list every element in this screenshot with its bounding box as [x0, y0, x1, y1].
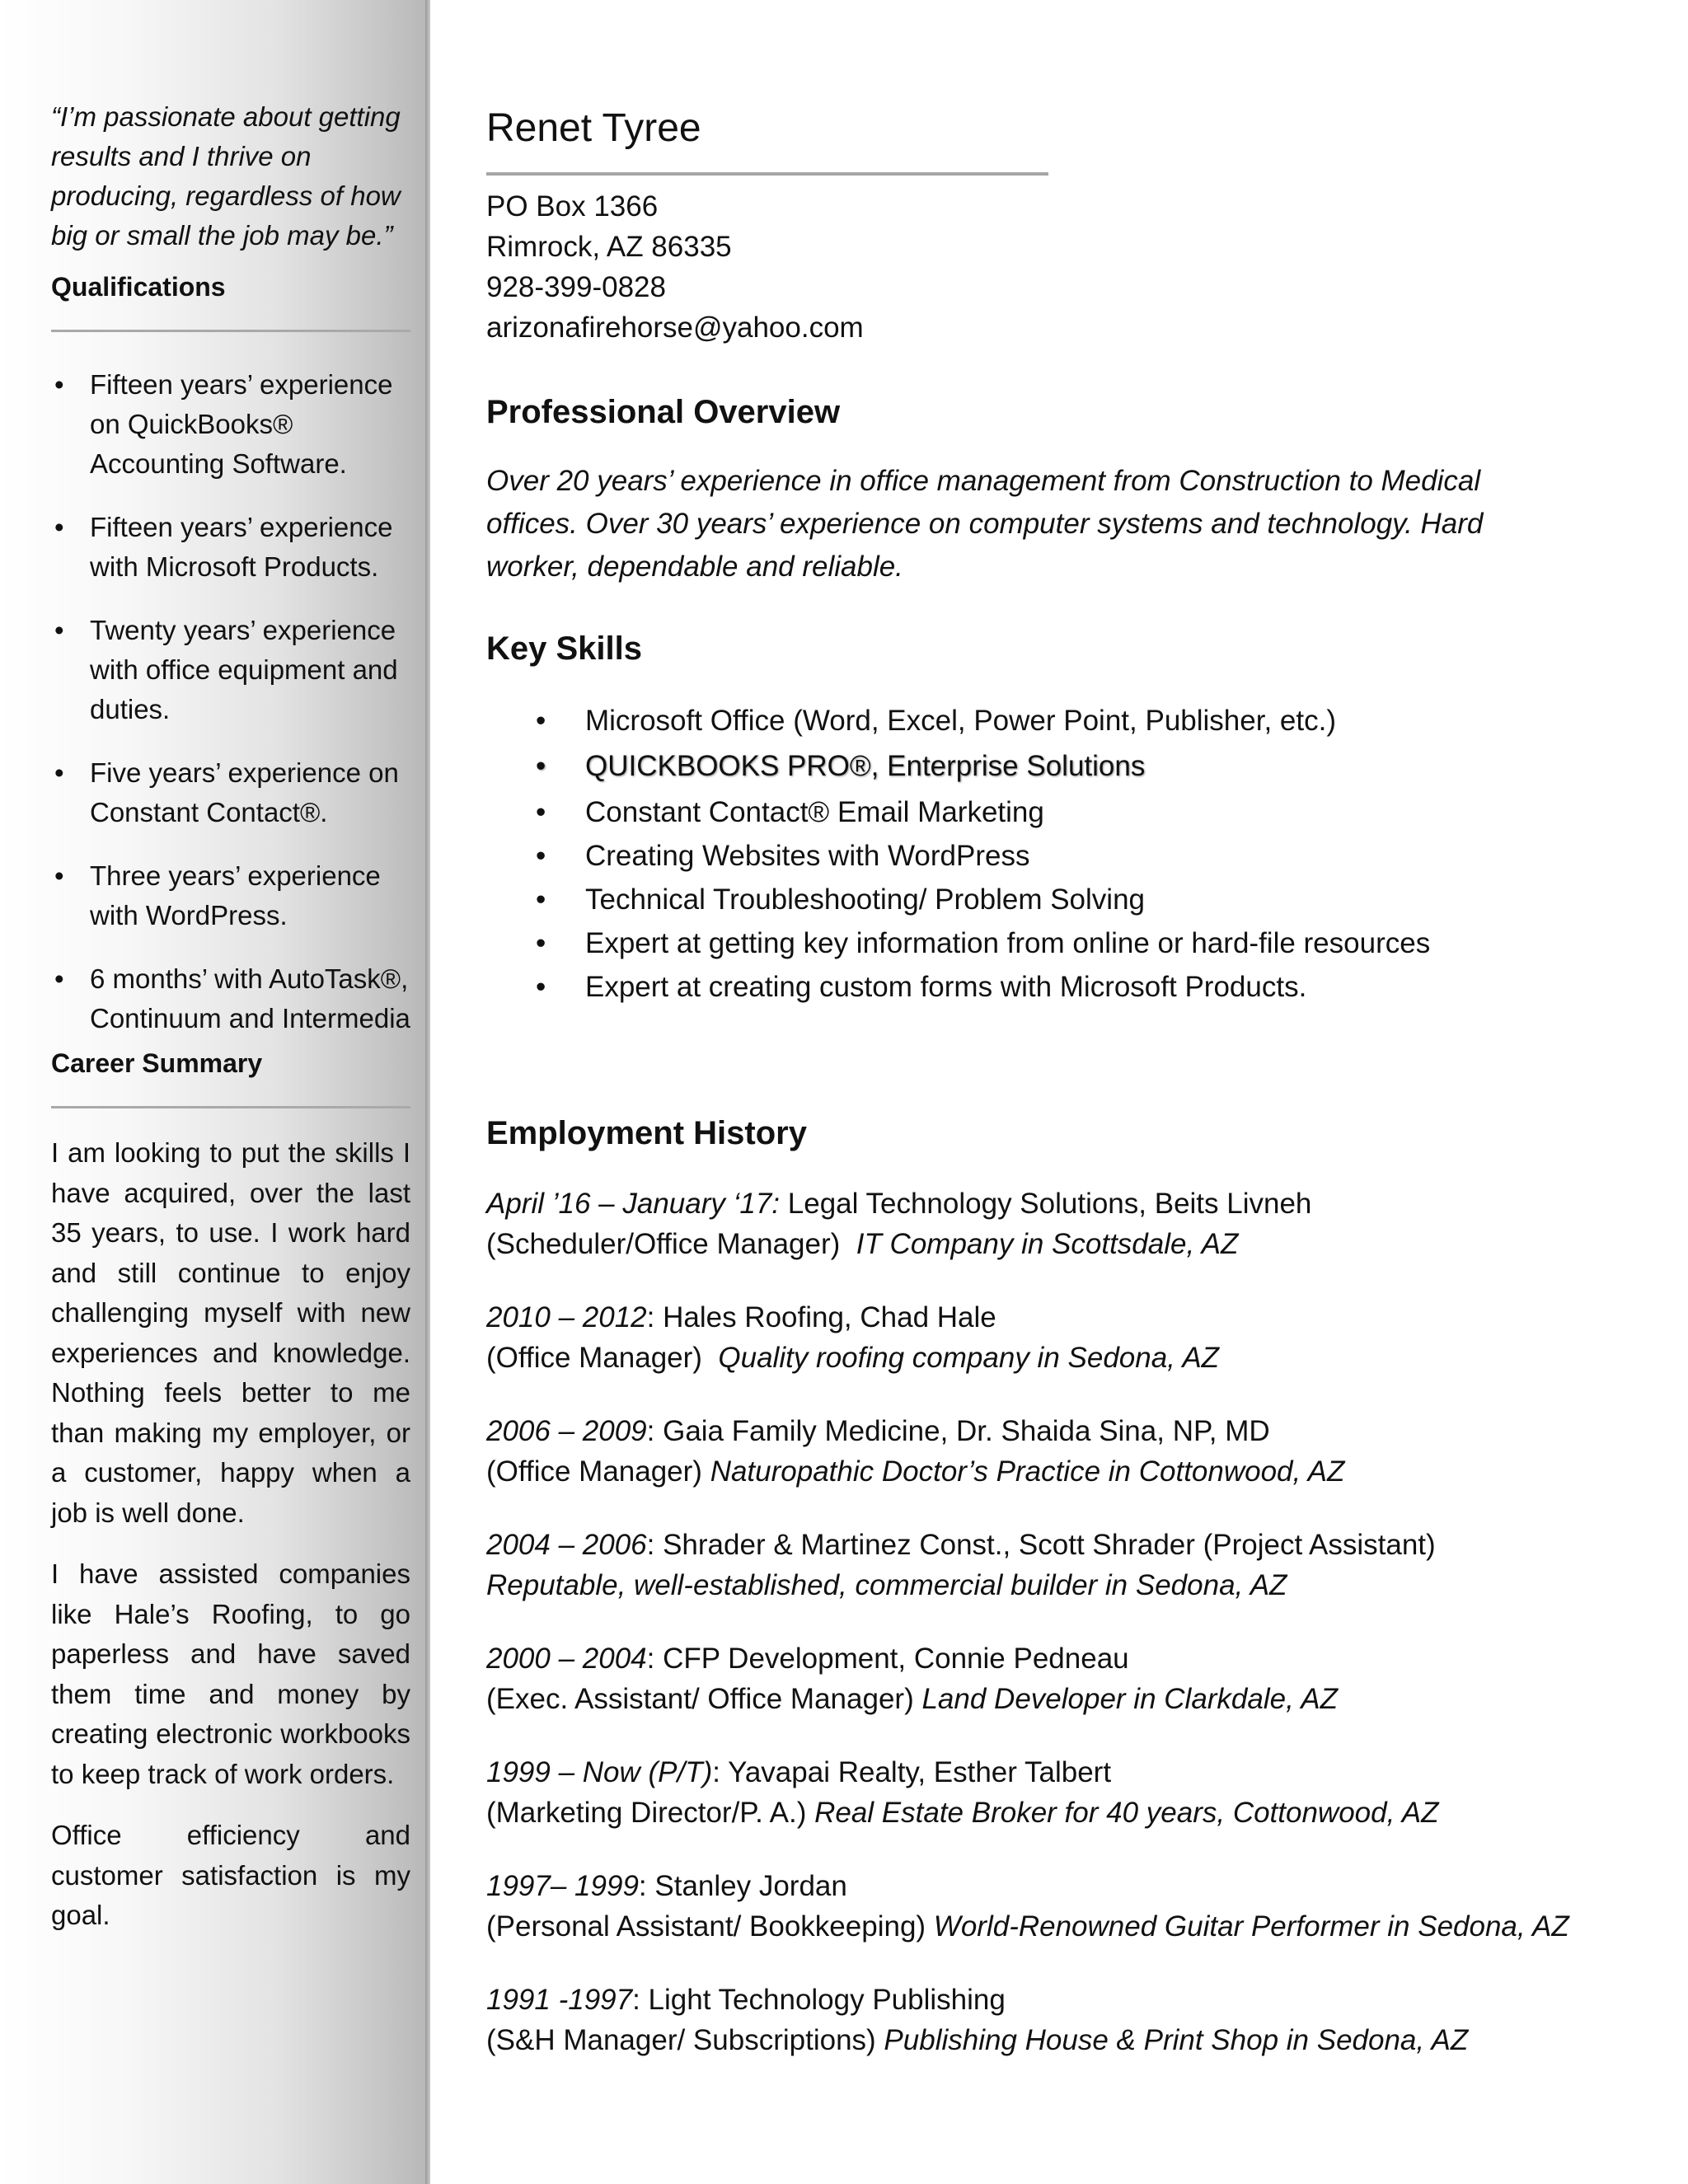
bullet-icon: • — [54, 757, 64, 788]
qualification-item: • Twenty years’ experience with office equipment and duties. — [51, 611, 410, 729]
job-role: (Office Manager) — [486, 1455, 710, 1488]
job-company: : Gaia Family Medicine, Dr. Shaida Sina, NP, MD — [646, 1415, 1270, 1447]
job-entry — [486, 1411, 1657, 1492]
qualification-item: • 6 months’ with AutoTask®, Continuum and Intermedia — [51, 959, 410, 1038]
career-summary-heading: Career Summary — [51, 1048, 263, 1078]
qualification-item: • Fifteen years’ experience with Microsoft Products. — [51, 508, 410, 587]
career-summary-rule — [51, 1106, 410, 1108]
job-role: (Marketing Director/P. A.) — [486, 1797, 815, 1829]
job-description: Real Estate Broker for 40 years, Cottonwood, AZ — [814, 1797, 1439, 1829]
bullet-icon: • — [54, 963, 64, 994]
job-entry — [486, 1752, 1657, 1833]
qualification-item: • Five years’ experience on Constant Contact®. — [51, 753, 410, 832]
bullet-icon: • — [54, 615, 64, 645]
qualification-item: • Fifteen years’ experience on QuickBooks® Accounting Software. — [51, 365, 410, 484]
job-dates: 1991 -1997 — [486, 1984, 633, 2016]
bullet-icon: • — [536, 705, 546, 737]
job-company: : CFP Development, Connie Pedneau — [646, 1643, 1129, 1675]
job-description: Land Developer in Clarkdale, AZ — [921, 1683, 1338, 1715]
personal-quote: “I’m passionate about getting results and I thrive on producing, regardless of how big or small the job may be.” — [51, 101, 401, 251]
bullet-icon: • — [536, 883, 546, 916]
job-company: : Light Technology Publishing — [632, 1984, 1006, 2016]
employment-list — [486, 1183, 1657, 2093]
email-address: arizonafirehorse@yahoo.com — [486, 312, 864, 344]
job-role: (Office Manager) — [486, 1342, 719, 1374]
job-description: World-Renowned Guitar Performer in Sedona, AZ — [933, 1910, 1569, 1943]
job-dates: 1999 – Now (P/T) — [486, 1756, 713, 1788]
bullet-icon: • — [536, 927, 546, 959]
job-description: IT Company in Scottsdale, AZ — [856, 1228, 1239, 1260]
bullet-icon: • — [536, 840, 546, 872]
applicant-name: Renet Tyree — [486, 106, 701, 150]
skill-item: • Technical Troubleshooting/ Problem Solving — [486, 878, 1430, 921]
job-description: Naturopathic Doctor’s Practice in Cottonwood, AZ — [710, 1455, 1345, 1488]
job-dates: 2010 – 2012 — [486, 1301, 647, 1333]
contact-block — [486, 186, 864, 348]
overview-text: Over 20 years’ experience in office management from Construction to Medical offices. Over 30 years’ experience on computer systems and technology. Hard worker, dependable and reliable. — [486, 465, 1484, 583]
job-company: : Yavapai Realty, Esther Talbert — [712, 1756, 1112, 1788]
skill-item: • Microsoft Office (Word, Excel, Power Point, Publisher, etc.) — [486, 699, 1430, 743]
job-description: Publishing House & Print Shop in Sedona, AZ — [884, 2024, 1469, 2056]
qualification-item: • Three years’ experience with WordPress. — [51, 856, 410, 935]
skills-list — [486, 699, 1430, 1009]
qualifications-list — [51, 365, 410, 1038]
job-role: (Exec. Assistant/ Office Manager) — [486, 1683, 922, 1715]
skill-item: • Expert at getting key information from online or hard-file resources — [486, 921, 1430, 965]
bullet-icon: • — [536, 971, 546, 1003]
employment-heading: Employment History — [486, 1115, 807, 1151]
job-entry — [486, 1980, 1657, 2060]
job-company: : Hales Roofing, Chad Hale — [646, 1301, 996, 1333]
job-company: Legal Technology Solutions, Beits Livneh — [780, 1188, 1312, 1220]
job-dates: 1997– 1999 — [486, 1870, 639, 1902]
job-entry — [486, 1183, 1657, 1264]
name-underline — [486, 172, 1048, 176]
job-company: : Shrader & Martinez Const., Scott Shrader (Project Assistant) — [646, 1529, 1436, 1561]
job-entry — [486, 1866, 1657, 1947]
skill-item: • QUICKBOOKS PRO®, Enterprise Solutions — [486, 743, 1430, 790]
job-description: Reputable, well-established, commercial builder in Sedona, AZ — [486, 1569, 1287, 1601]
job-entry — [486, 1638, 1657, 1719]
career-paragraph: Office efficiency and customer satisfaction is my goal. — [51, 1820, 410, 1930]
qualifications-heading: Qualifications — [51, 272, 226, 302]
address-line-1: PO Box 1366 — [486, 190, 659, 223]
career-summary — [51, 1133, 410, 1936]
job-role: (Personal Assistant/ Bookkeeping) — [486, 1910, 934, 1943]
bullet-icon: • — [536, 796, 546, 828]
bullet-icon: • — [536, 750, 546, 782]
job-company: : Stanley Jordan — [638, 1870, 847, 1902]
job-dates: April ’16 – January ‘17: — [486, 1188, 781, 1220]
address-line-2: Rimrock, AZ 86335 — [486, 231, 732, 263]
career-paragraph: I have assisted companies like Hale’s Roofing, to go paperless and have saved them time and money by creating electronic workbooks to keep track of work orders. — [51, 1558, 410, 1789]
sidebar-content — [51, 97, 410, 1957]
skill-item: • Creating Websites with WordPress — [486, 834, 1430, 878]
bullet-icon: • — [54, 369, 64, 400]
qualifications-rule — [51, 330, 410, 332]
job-description: Quality roofing company in Sedona, AZ — [718, 1342, 1220, 1374]
career-paragraph: I am looking to put the skills I have acquired, over the last 35 years, to use. I work hard and still continue to enjoy challenging myself with new experiences and knowledge. Nothing feels better to me than making my employer, or a customer, happy when a job is well done. — [51, 1137, 410, 1528]
skill-item: • Constant Contact® Email Marketing — [486, 790, 1430, 834]
job-dates: 2004 – 2006 — [486, 1529, 647, 1561]
job-role: (Scheduler/Office Manager) — [486, 1228, 856, 1260]
bullet-icon: • — [54, 860, 64, 891]
job-dates: 2000 – 2004 — [486, 1643, 647, 1675]
job-entry — [486, 1297, 1657, 1378]
skills-heading: Key Skills — [486, 630, 643, 667]
bullet-icon: • — [54, 512, 64, 542]
skill-item: • Expert at creating custom forms with Microsoft Products. — [486, 965, 1430, 1009]
job-role: (S&H Manager/ Subscriptions) — [486, 2024, 884, 2056]
phone-number: 928-399-0828 — [486, 271, 666, 303]
job-dates: 2006 – 2009 — [486, 1415, 647, 1447]
job-entry — [486, 1525, 1657, 1605]
overview-heading: Professional Overview — [486, 394, 841, 430]
sidebar-divider — [425, 0, 430, 2184]
